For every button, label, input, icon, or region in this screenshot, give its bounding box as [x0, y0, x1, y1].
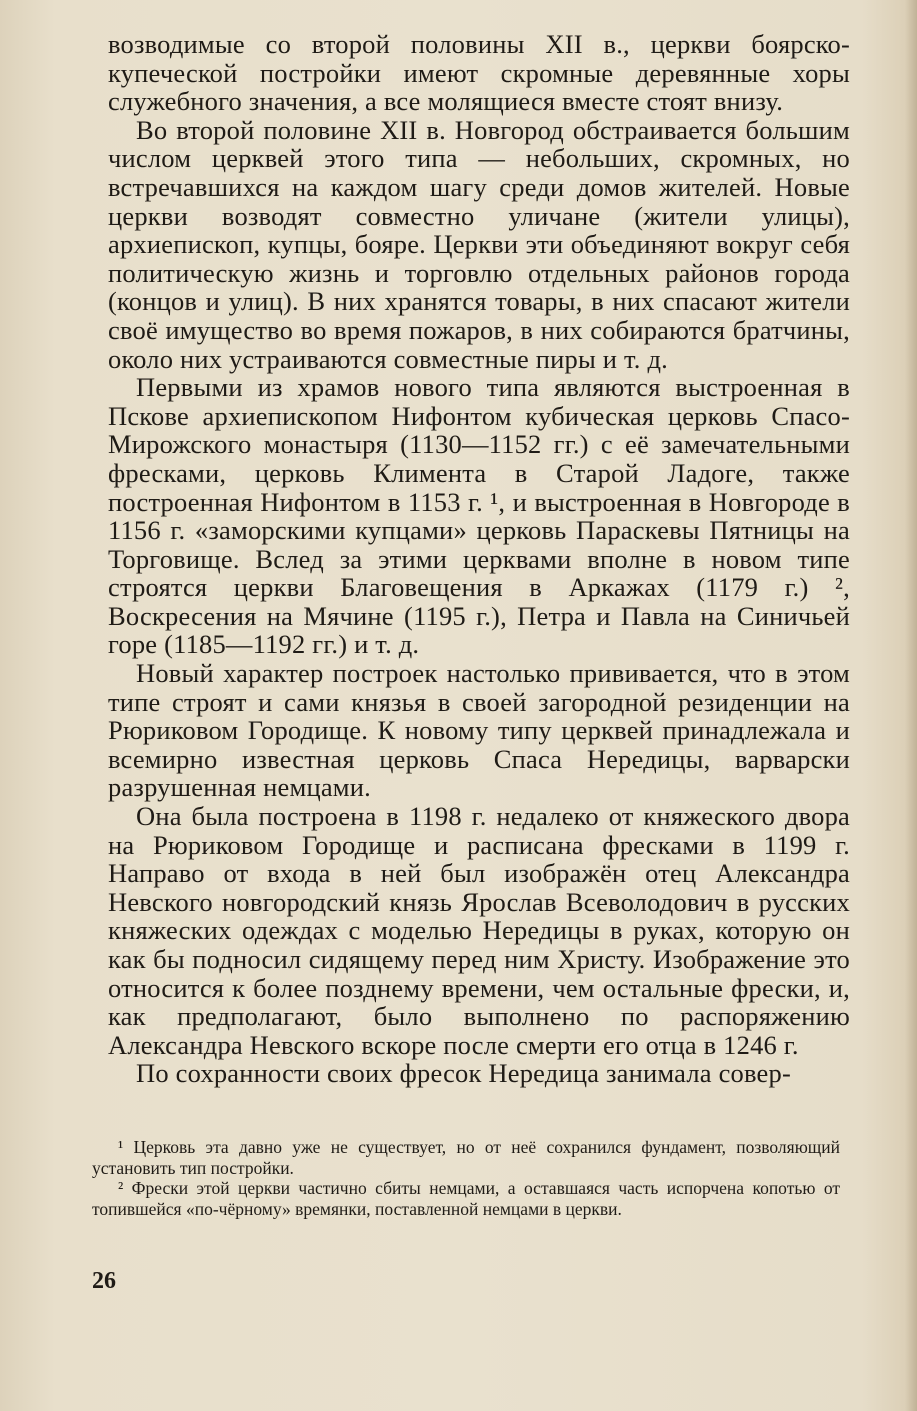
paragraph: Во второй половине XII в. Новгород обстраивается большим числом церквей этого типа — небольших, скромных, но встречавшихся на каждом шагу среди домов жителей. Новые церкви возводят совместно уличане (жители улицы), архиепископ, купцы, бояре. Церкви эти объединяют вокруг себя политическую жизнь и торговлю отдельных районов города (концов и улиц). В них хранятся товары, в них спасают жители своё имущество во время пожаров, в них собираются братчины, около них устраиваются совместные пиры и т. д.	[108, 114, 850, 374]
footnote-1: ¹ Церковь эта давно уже не существует, но от неё сохранился фундамент, позволяющий установить тип постройки.	[92, 1137, 840, 1178]
footnote-2: ² Фрески этой церкви частично сбиты немцами, а оставшаяся часть испорчена копотью от топившейся «по-чёрному» времянки, поставленной немцами в церкви.	[92, 1178, 840, 1219]
paragraph: Первыми из храмов нового типа являются выстроенная в Пскове архиепископом Нифонтом кубическая церковь Спасо-Мирожского монастыря (1130—1152 гг.) с её замечательными фресками, церковь Климента в Старой Ладоге, также построенная Нифонтом в 1153 г. ¹, и выстроенная в Новгороде в 1156 г. «заморскими купцами» церковь Параскевы Пятницы на Торговище. Вслед за этими церквами вполне в новом типе строятся церкви Благовещения в Аркажах (1179 г.) ², Воскресения на Мячине (1195 г.), Петра и Павла на Синичьей горе (1185—1192 гг.) и т. д.	[108, 372, 850, 660]
paragraph: По сохранности своих фресок Нередица занимала совер-	[136, 1058, 791, 1089]
page-number: 26	[92, 1268, 116, 1294]
page-edge-shadow	[905, 0, 917, 1411]
paragraph: Она была построена в 1198 г. недалеко от княжеского двора на Рюриковом Городище и расписана фресками в 1199 г. Направо от входа в ней был изображён отец Александра Невского новгородский князь Ярослав Всеволодович в русских княжеских одеждах с моделью Нередицы в руках, которую он как бы подносил сидящему перед ним Христу. Изображение это относится к более позднему времени, чем остальные фрески, и, как предполагают, было выполнено по распоряжению Александра Невского вскоре после смерти его отца в 1246 г.	[108, 801, 850, 1060]
footnotes	[92, 1137, 840, 1219]
paragraph: Новый характер построек настолько прививается, что в этом типе строят и сами князья в своей загородной резиденции на Рюриковом Городище. К новому типу церквей принадлежала и всемирно известная церковь Спаса Нередицы, варварски разрушенная немцами.	[108, 658, 850, 803]
paragraph-continuation: возводимые со второй половины XII в., церкви боярско-купеческой постройки имеют скромные деревянные хоры служебного значения, а все молящиеся вместе стоят внизу.	[108, 29, 850, 117]
main-text	[108, 30, 850, 1088]
